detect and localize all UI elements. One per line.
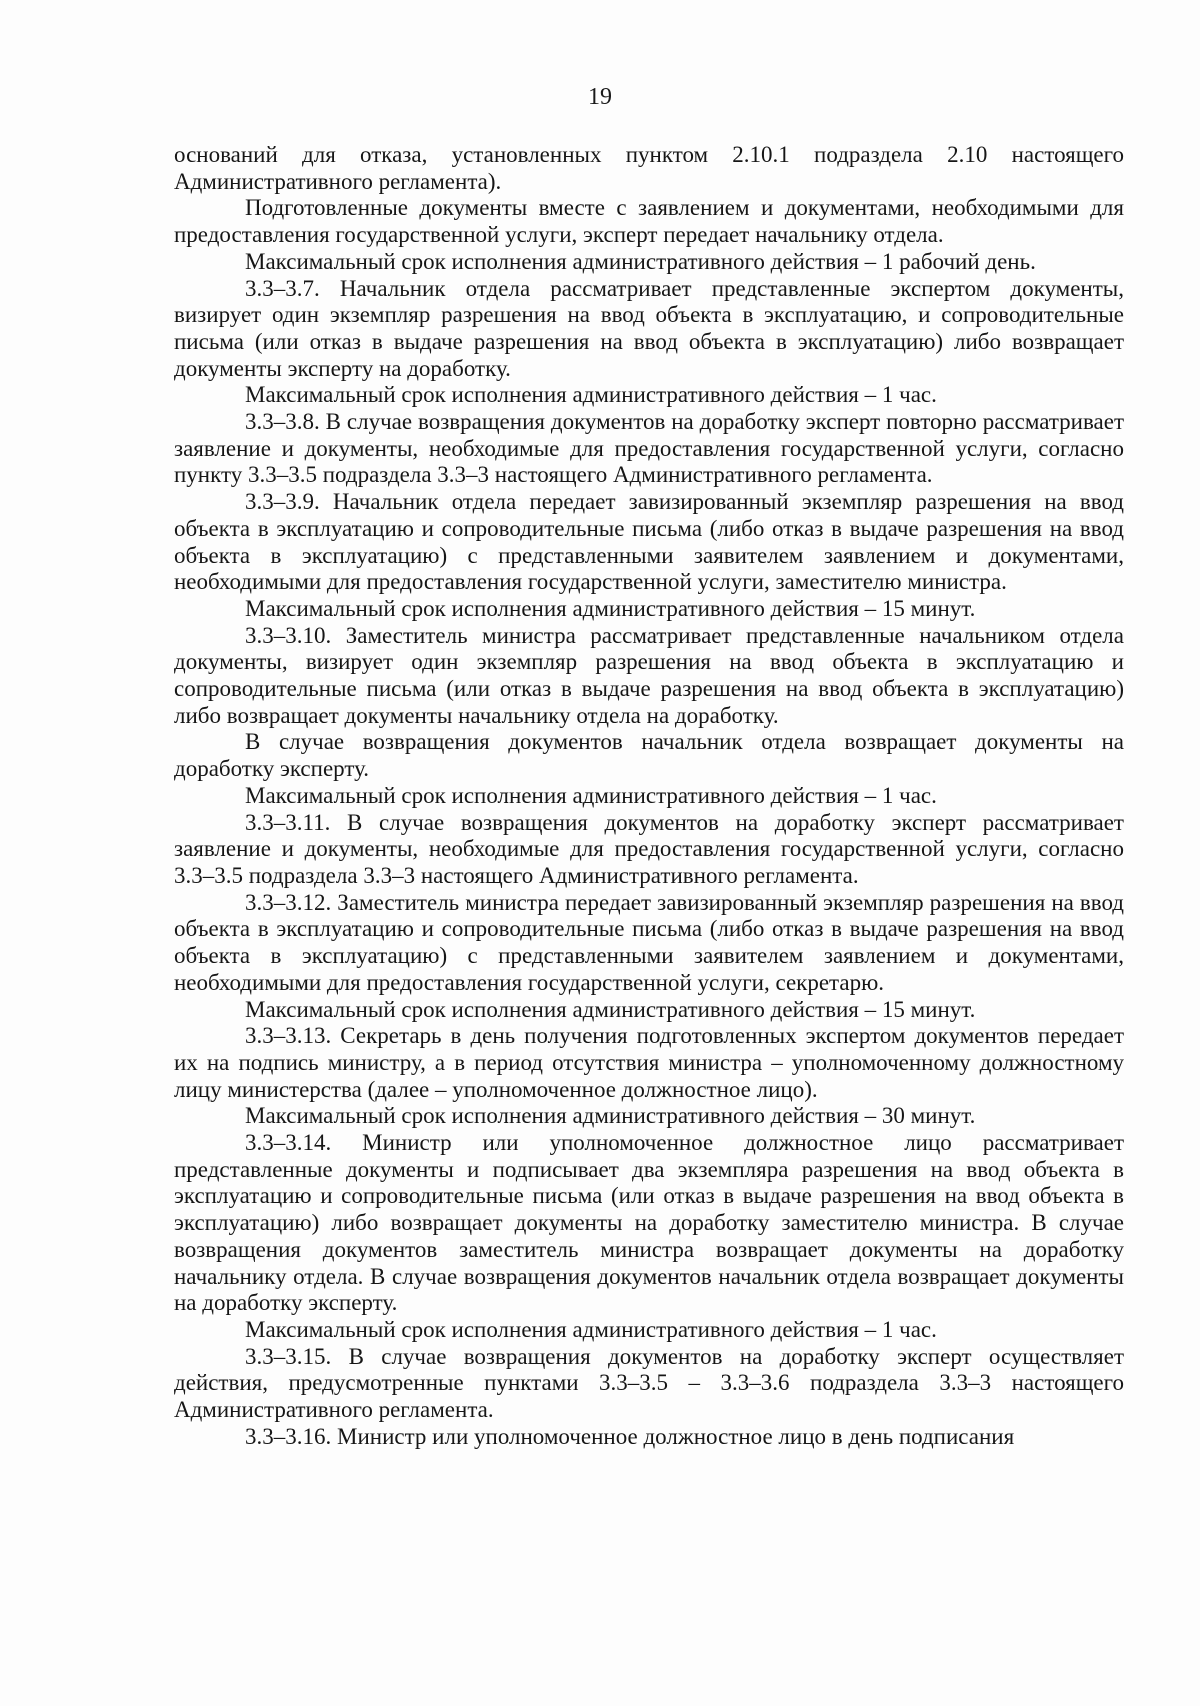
paragraph-clause-3-3-3-13: 3.3–3.13. Секретарь в день получения подготовленных экспертом документов передает их на подпись министру, а в период отсутствия министра – уполномоченному должностному лицу министерства (далее – уполномоченное должностное лицо). [174,1023,1124,1102]
paragraph: Подготовленные документы вместе с заявлением и документами, необходимыми для предоставления государственной услуги, эксперт передает начальнику отдела. [174,195,1124,248]
paragraph-clause-3-3-3-12: 3.3–3.12. Заместитель министра передает завизированный экземпляр разрешения на ввод объекта в эксплуатацию и сопроводительные письма (либо отказ в выдаче разрешения на ввод объекта в эксплуатацию) с представленными заявителем заявлением и документами, необходимыми для предоставления государственной услуги, секретарю. [174,889,1124,995]
paragraph-clause-3-3-3-9: 3.3–3.9. Начальник отдела передает завизированный экземпляр разрешения на ввод объекта в эксплуатацию и сопроводительные письма (либо отказ в выдаче разрешения на ввод объекта в эксплуатацию) с представленными заявителем заявлением и документами, необходимыми для предоставления государственной услуги, заместителю министра. [174,489,1124,595]
paragraph-max-term: Максимальный срок исполнения административного действия – 15 минут. [245,595,976,621]
paragraph-continuation: оснований для отказа, установленных пунктом 2.10.1 подраздела 2.10 настоящего Административного регламента). [174,142,1124,194]
page-number: 19 [588,84,612,110]
paragraph-max-term: Максимальный срок исполнения административного действия – 1 рабочий день. [245,248,1036,274]
document-body [174,142,1124,1450]
paragraph: В случае возвращения документов начальник отдела возвращает документы на доработку эксперту. [174,729,1124,782]
paragraph-max-term: Максимальный срок исполнения административного действия – 30 минут. [245,1103,976,1129]
paragraph-clause-3-3-3-11: 3.3–3.11. В случае возвращения документов на доработку эксперт рассматривает заявление и документы, необходимые для предоставления государственной услуги, согласно 3.3–3.5 подраздела 3.3–3 настоящего Административного регламента. [174,809,1124,888]
paragraph-clause-3-3-3-14: 3.3–3.14. Министр или уполномоченное должностное лицо рассматривает представленные документы и подписывает два экземпляра разрешения на ввод объекта в эксплуатацию и сопроводительные письма (или отказ в выдаче разрешения на ввод объекта в эксплуатацию) либо возвращает документы на доработку заместителю министра. В случае возвращения документов заместитель министра возвращает документы на доработку начальнику отдела. В случае возвращения документов начальник отдела возвращает документы на доработку эксперту. [174,1130,1124,1316]
paragraph-clause-3-3-3-15: 3.3–3.15. В случае возвращения документов на доработку эксперт осуществляет действия, предусмотренные пунктами 3.3–3.5 – 3.3–3.6 подраздела 3.3–3 настоящего Административного регламента. [174,1343,1124,1423]
paragraph-clause-3-3-3-16: 3.3–3.16. Министр или уполномоченное должностное лицо в день подписания [245,1423,1015,1449]
paragraph-max-term: Максимальный срок исполнения административного действия – 15 минут. [245,996,976,1022]
paragraph-clause-3-3-3-10: 3.3–3.10. Заместитель министра рассматривает представленные начальником отдела документы, визирует один экземпляр разрешения на ввод объекта в эксплуатацию и сопроводительные письма (или отказ в выдаче разрешения на ввод объекта в эксплуатацию) либо возвращает документы начальнику отдела на доработку. [174,622,1124,728]
paragraph-clause-3-3-3-7: 3.3–3.7. Начальник отдела рассматривает представленные экспертом документы, визирует один экземпляр разрешения на ввод объекта в эксплуатацию, и сопроводительные письма (или отказ в выдаче разрешения на ввод объекта в эксплуатацию) либо возвращает документы эксперту на доработку. [174,275,1124,381]
paragraph-max-term: Максимальный срок исполнения административного действия – 1 час. [245,1316,937,1342]
paragraph-max-term: Максимальный срок исполнения административного действия – 1 час. [245,382,937,408]
paragraph-max-term: Максимальный срок исполнения административного действия – 1 час. [245,782,937,808]
paragraph-clause-3-3-3-8: 3.3–3.8. В случае возвращения документов на доработку эксперт повторно рассматривает заявление и документы, необходимые для предоставления государственной услуги, согласно пункту 3.3–3.5 подраздела 3.3–3 настоящего Административного регламента. [174,409,1124,488]
